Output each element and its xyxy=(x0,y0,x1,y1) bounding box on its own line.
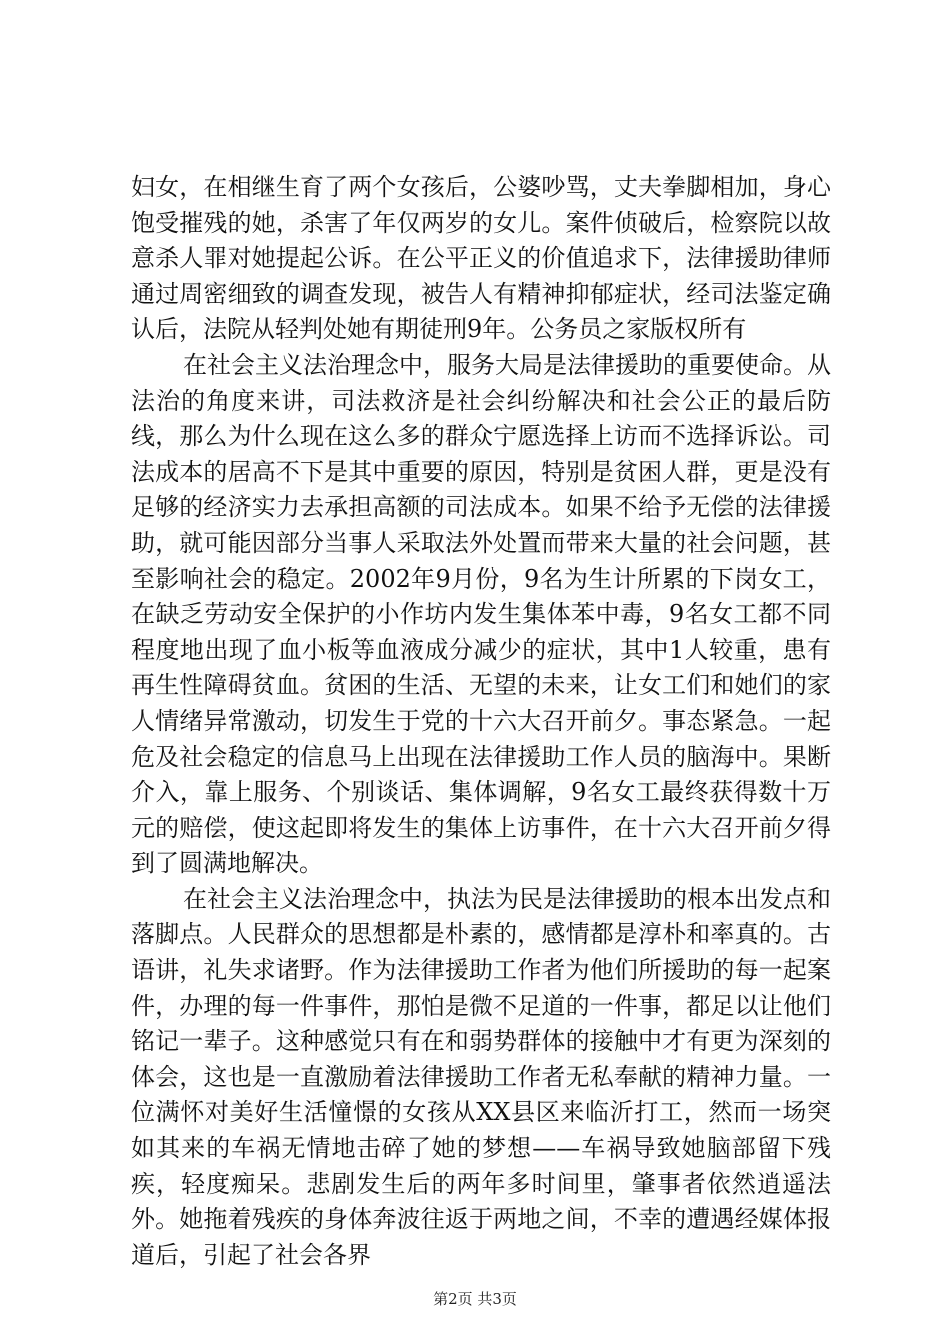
body-paragraph-2: 在社会主义法治理念中，服务大局是法律援助的重要使命。从法治的角度来讲，司法救济是社会纠纷解决和社会公正的最后防线，那么为什么现在这么多的群众宁愿选择上访而不选择诉讼。司法成本的居高不下是其中重要的原因，特别是贫困人群，更是没有足够的经济实力去承担高额的司法成本。如果不给予无偿的法律援助，就可能因部分当事人采取法外处置而带来大量的社会问题，甚至影响社会的稳定。2002年9月份，9名为生计所累的下岗女工，在缺乏劳动安全保护的小作坊内发生集体苯中毒，9名女工都不同程度地出现了血小板等血液成分减少的症状，其中1人较重，患有再生性障碍贫血。贫困的生活、无望的未来，让女工们和她们的家人情绪异常激动，切发生于党的十六大召开前夕。事态紧急。一起危及社会稳定的信息马上出现在法律援助工作人员的脑海中。果断介入，靠上服务、个别谈话、集体调解，9名女工最终获得数十万元的赔偿，使这起即将发生的集体上访事件，在十六大召开前夕得到了圆满地解决。 xyxy=(131,350,831,878)
body-paragraph-3: 在社会主义法治理念中，执法为民是法律援助的根本出发点和落脚点。人民群众的思想都是朴素的，感情都是淳朴和率真的。古语讲，礼失求诸野。作为法律援助工作者为他们所援助的每一起案件，办理的每一件事件，那怕是微不足道的一件事，都足以让他们铭记一辈子。这种感觉只有在和弱势群体的接触中才有更为深刻的体会，这也是一直激励着法律援助工作者无私奉献的精神力量。一位满怀对美好生活憧憬的女孩从XX县区来临沂打工，然而一场突如其来的车祸无情地击碎了她的梦想——车祸导致她脑部留下残疾，轻度痴呆。悲剧发生后的两年多时间里，肇事者依然逍遥法外。她拖着残疾的身体奔波往返于两地之间，不幸的遭遇经媒体报道后，引起了社会各界 xyxy=(131,884,831,1269)
page-number-footer: 第2页 共3页 xyxy=(433,1290,517,1308)
document-body xyxy=(131,170,831,1273)
body-paragraph-1: 妇女，在相继生育了两个女孩后，公婆吵骂，丈夫拳脚相加，身心饱受摧残的她，杀害了年仅两岁的女儿。案件侦破后，检察院以故意杀人罪对她提起公诉。在公平正义的价值追求下，法律援助律师通过周密细致的调查发现，被告人有精神抑郁症状，经司法鉴定确认后，法院从轻判处她有期徒刑9年。公务员之家版权所有 xyxy=(131,173,831,344)
